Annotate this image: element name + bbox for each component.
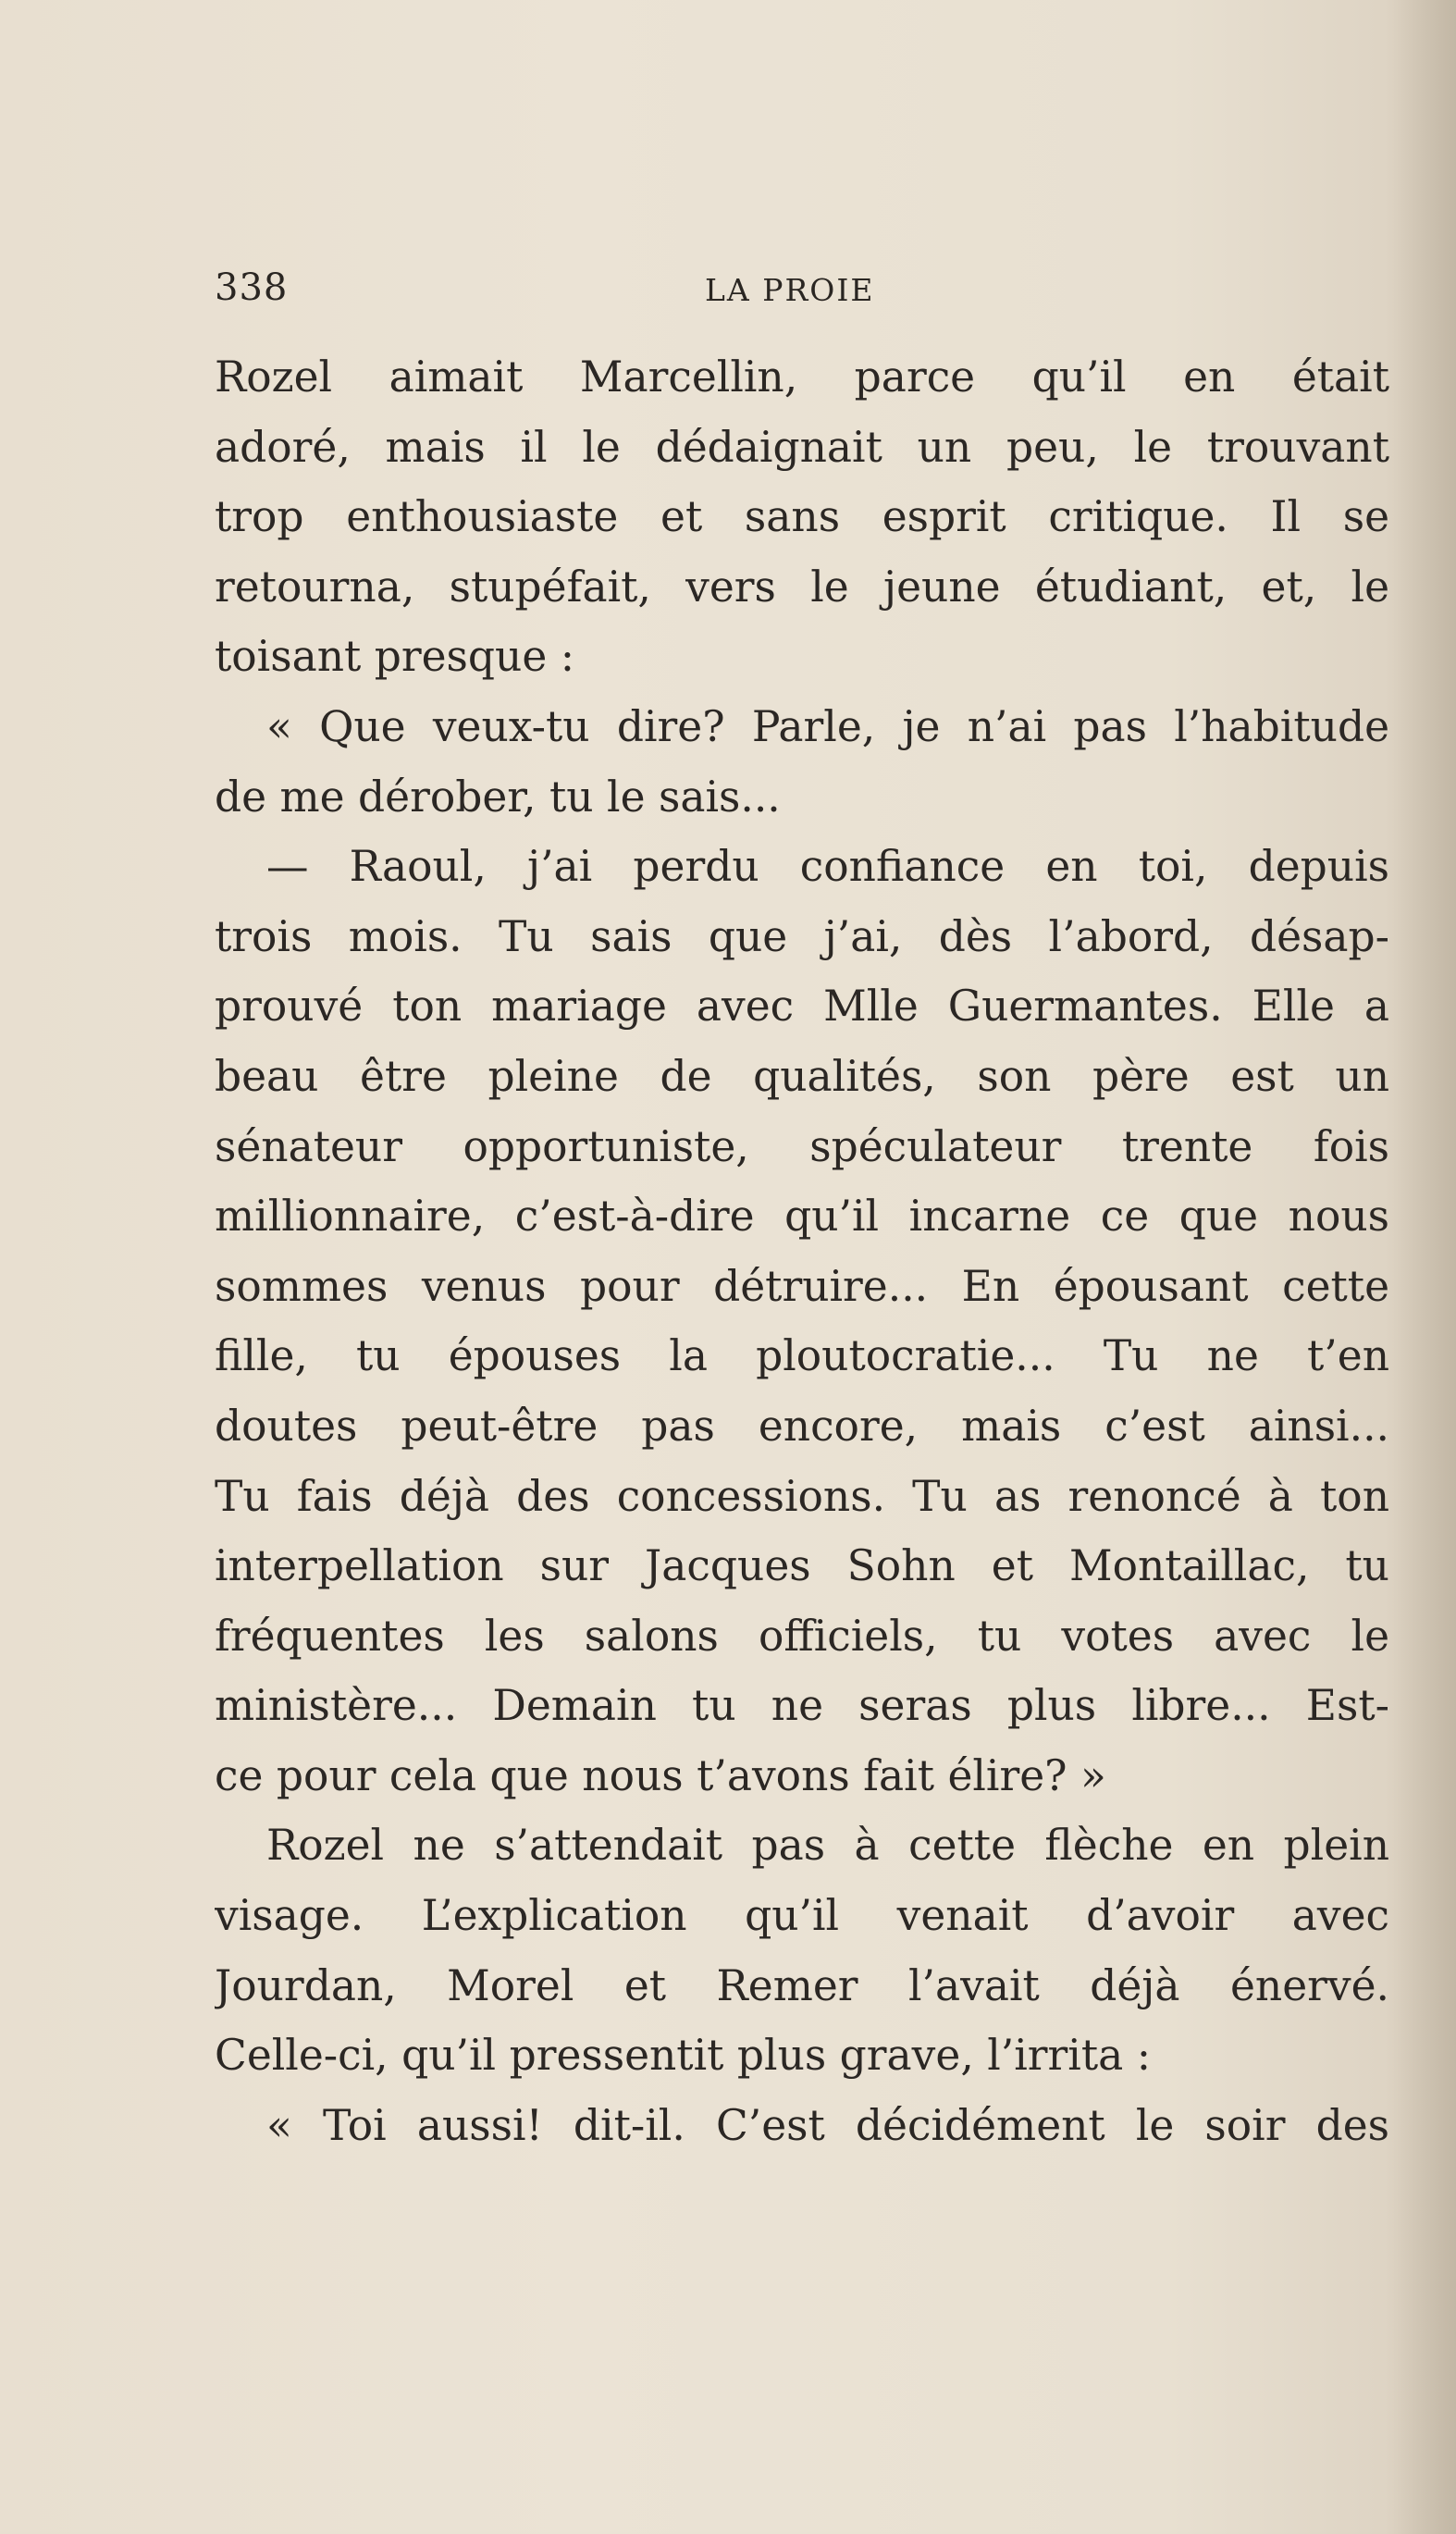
text-line: Rozel ne s’attendait pas à cette flèche en plein: [266, 1821, 1389, 1871]
text-line: Tu fais déjà des concessions. Tu as renoncé à ton: [215, 1471, 1389, 1521]
text-line: Rozel aimait Marcellin, parce qu’il en était: [215, 352, 1389, 402]
text-line: ministère... Demain tu ne seras plus libre... Est-: [215, 1681, 1389, 1731]
text-line: millionnaire, c’est-à-dire qu’il incarne ce que nous: [215, 1192, 1389, 1242]
text-line: visage. L’explication qu’il venait d’avoir avec: [215, 1891, 1389, 1941]
text-line: « Toi aussi! dit-il. C’est décidément le soir des: [266, 2100, 1389, 2150]
text-line: beau être pleine de qualités, son père est un: [215, 1051, 1389, 1101]
text-line: toisant presque :: [215, 632, 575, 682]
text-line: trois mois. Tu sais que j’ai, dès l’abord, désap-: [215, 911, 1389, 961]
text-line: Jourdan, Morel et Remer l’avait déjà énervé.: [215, 1960, 1389, 2010]
text-line: — Raoul, j’ai perdu confiance en toi, depuis: [266, 842, 1389, 892]
text-line: trop enthousiaste et sans esprit critique. Il se: [215, 492, 1389, 542]
text-line: doutes peut-être pas encore, mais c’est ainsi...: [215, 1401, 1389, 1451]
text-line: Celle-ci, qu’il pressentit plus grave, l’irrita :: [215, 2031, 1152, 2081]
text-line: de me dérober, tu le sais...: [215, 772, 781, 822]
text-line: prouvé ton mariage avec Mlle Guermantes. Elle a: [215, 982, 1389, 1032]
text-line: sommes venus pour détruire... En épousant cette: [215, 1261, 1389, 1311]
text-line: interpellation sur Jacques Sohn et Montaillac, tu: [215, 1541, 1389, 1591]
text-line: adoré, mais il le dédaignait un peu, le trouvant: [215, 422, 1389, 472]
page-edge-shadow: [1391, 0, 1456, 2534]
page-number: 338: [215, 266, 289, 309]
text-line: fille, tu épouses la ploutocratie... Tu ne t’en: [215, 1331, 1389, 1381]
text-line: retourna, stupéfait, vers le jeune étudiant, et, le: [215, 562, 1389, 612]
text-line: fréquentes les salons officiels, tu votes avec le: [215, 1611, 1389, 1661]
text-line: « Que veux-tu dire? Parle, je n’ai pas l’habitude: [266, 701, 1389, 751]
text-line: sénateur opportuniste, spéculateur trente fois: [215, 1121, 1389, 1171]
running-title: LA PROIE: [705, 272, 875, 308]
body-text: [215, 342, 1389, 2160]
page-header: [215, 266, 1389, 313]
text-line: ce pour cela que nous t’avons fait élire? »: [215, 1750, 1106, 1800]
